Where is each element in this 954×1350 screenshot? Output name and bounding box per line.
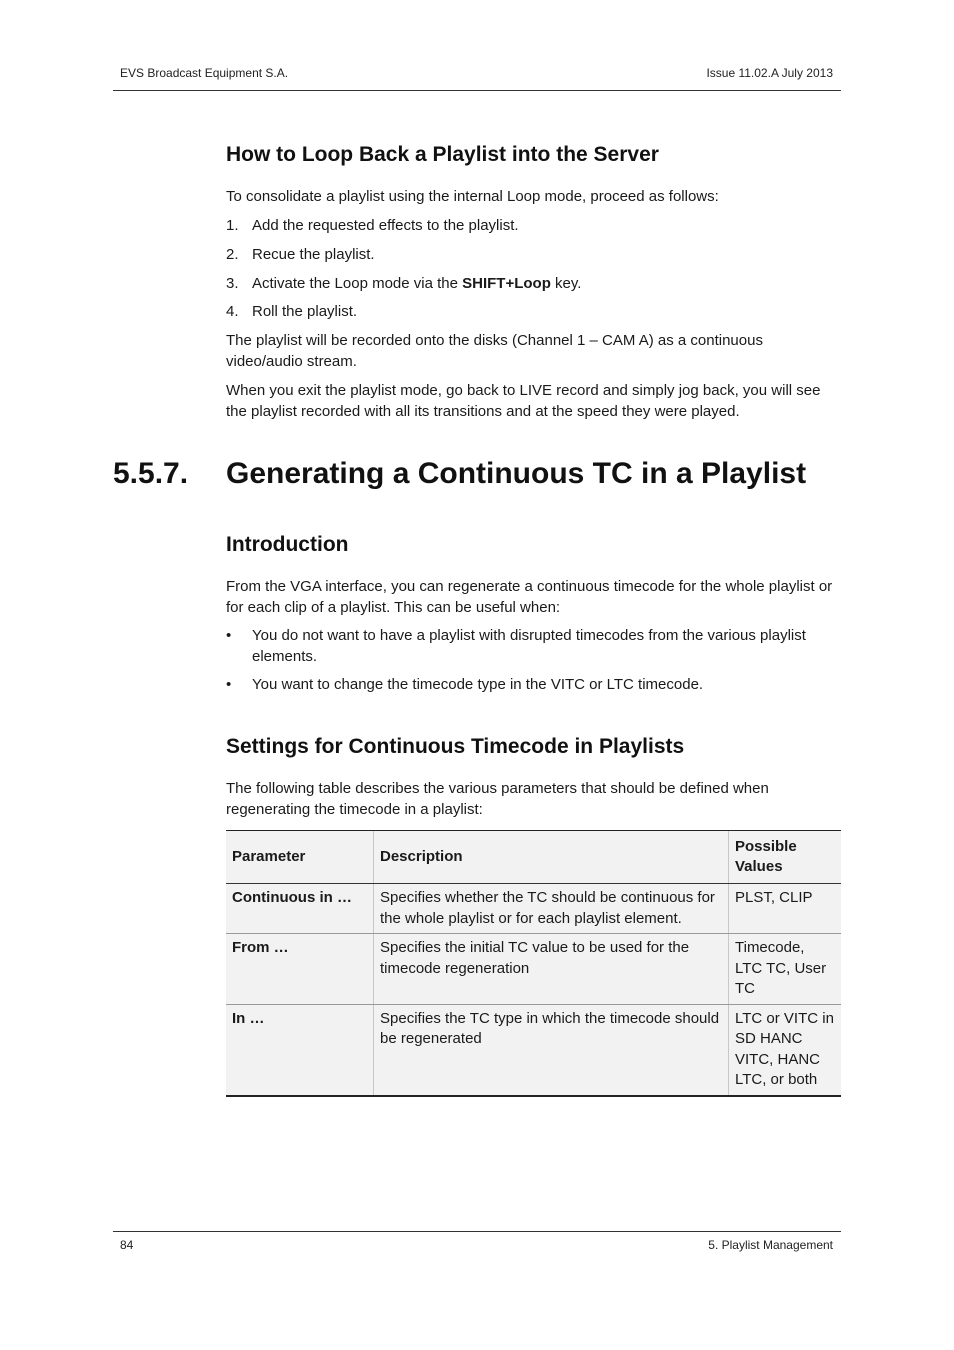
- bullet-text: You do not want to have a playlist with disrupted timecodes from the various playlist elements.: [252, 627, 806, 665]
- chapter-title: Generating a Continuous TC in a Playlist: [226, 457, 807, 490]
- table-header-row: [226, 831, 841, 884]
- table-cell-parameter: From …: [226, 934, 374, 1005]
- step-number: 1.: [226, 217, 239, 234]
- loop-para-2: When you exit the playlist mode, go back to LIVE record and simply jog back, you will see the playlist recorded with all its transitions and at the speed they were played.: [226, 382, 821, 420]
- settings-para: The following table describes the various parameters that should be defined when regenerating the timecode in a playlist:: [226, 780, 769, 818]
- header-rule: [113, 90, 841, 91]
- table-cell-description: Specifies the initial TC value to be used for the timecode regeneration: [374, 934, 729, 1005]
- footer-rule: [113, 1231, 841, 1232]
- bullet-mark: •: [226, 676, 232, 693]
- table-row: [226, 934, 841, 1005]
- chapter-number: 5.5.7.: [113, 457, 189, 490]
- table-cell-values: Timecode, LTC TC, User TC: [729, 934, 842, 1005]
- header-company: EVS Broadcast Equipment S.A.: [120, 66, 289, 80]
- table-cell-values: LTC or VITC in SD HANC VITC, HANC LTC, or both: [729, 1004, 842, 1096]
- table-cell-parameter: Continuous in …: [226, 884, 374, 934]
- table-row: [226, 1004, 841, 1096]
- step-text: [252, 274, 842, 295]
- step-number: 4.: [226, 303, 239, 320]
- table-row: [226, 884, 841, 934]
- step-text: Recue the playlist.: [252, 246, 375, 263]
- table-header-cell: Parameter: [226, 831, 374, 884]
- table-cell-parameter: In …: [226, 1004, 374, 1096]
- footer-chapter-name: 5. Playlist Management: [708, 1238, 833, 1252]
- table-header-cell: Possible Values: [729, 831, 842, 884]
- header-issue: Issue 11.02.A July 2013: [706, 66, 833, 80]
- step-text: Roll the playlist.: [252, 303, 358, 320]
- table-cell-description: Specifies the TC type in which the timecode should be regenerated: [374, 1004, 729, 1096]
- table-header-cell: Description: [374, 831, 729, 884]
- parameters-table: [226, 830, 841, 1097]
- step-number: 2.: [226, 246, 239, 263]
- footer-page-number: 84: [120, 1238, 134, 1252]
- shift-loop-key: SHIFT+Loop: [462, 275, 551, 292]
- bullet-mark: •: [226, 627, 232, 644]
- settings-title: Settings for Continuous Timecode in Playlists: [226, 735, 685, 758]
- bullet-text: You want to change the timecode type in the VITC or LTC timecode.: [252, 676, 704, 693]
- loop-para-1: The playlist will be recorded onto the disks (Channel 1 – CAM A) as a continuous video/audio stream.: [226, 332, 763, 370]
- table-cell-values: PLST, CLIP: [729, 884, 842, 934]
- table-cell-description: Specifies whether the TC should be continuous for the whole playlist or for each playlist element.: [374, 884, 729, 934]
- step-text-pre: Activate the Loop mode via the: [252, 275, 463, 292]
- step-text-post: key.: [550, 275, 582, 292]
- step-number: 3.: [226, 275, 239, 292]
- introduction-title: Introduction: [226, 533, 349, 556]
- introduction-para: From the VGA interface, you can regenerate a continuous timecode for the whole playlist or for each clip of a playlist. This can be useful when:: [226, 578, 833, 616]
- loop-intro: To consolidate a playlist using the internal Loop mode, proceed as follows:: [226, 188, 719, 205]
- step-text: Add the requested effects to the playlist.: [252, 217, 519, 234]
- loop-section-title: How to Loop Back a Playlist into the Server: [226, 143, 659, 166]
